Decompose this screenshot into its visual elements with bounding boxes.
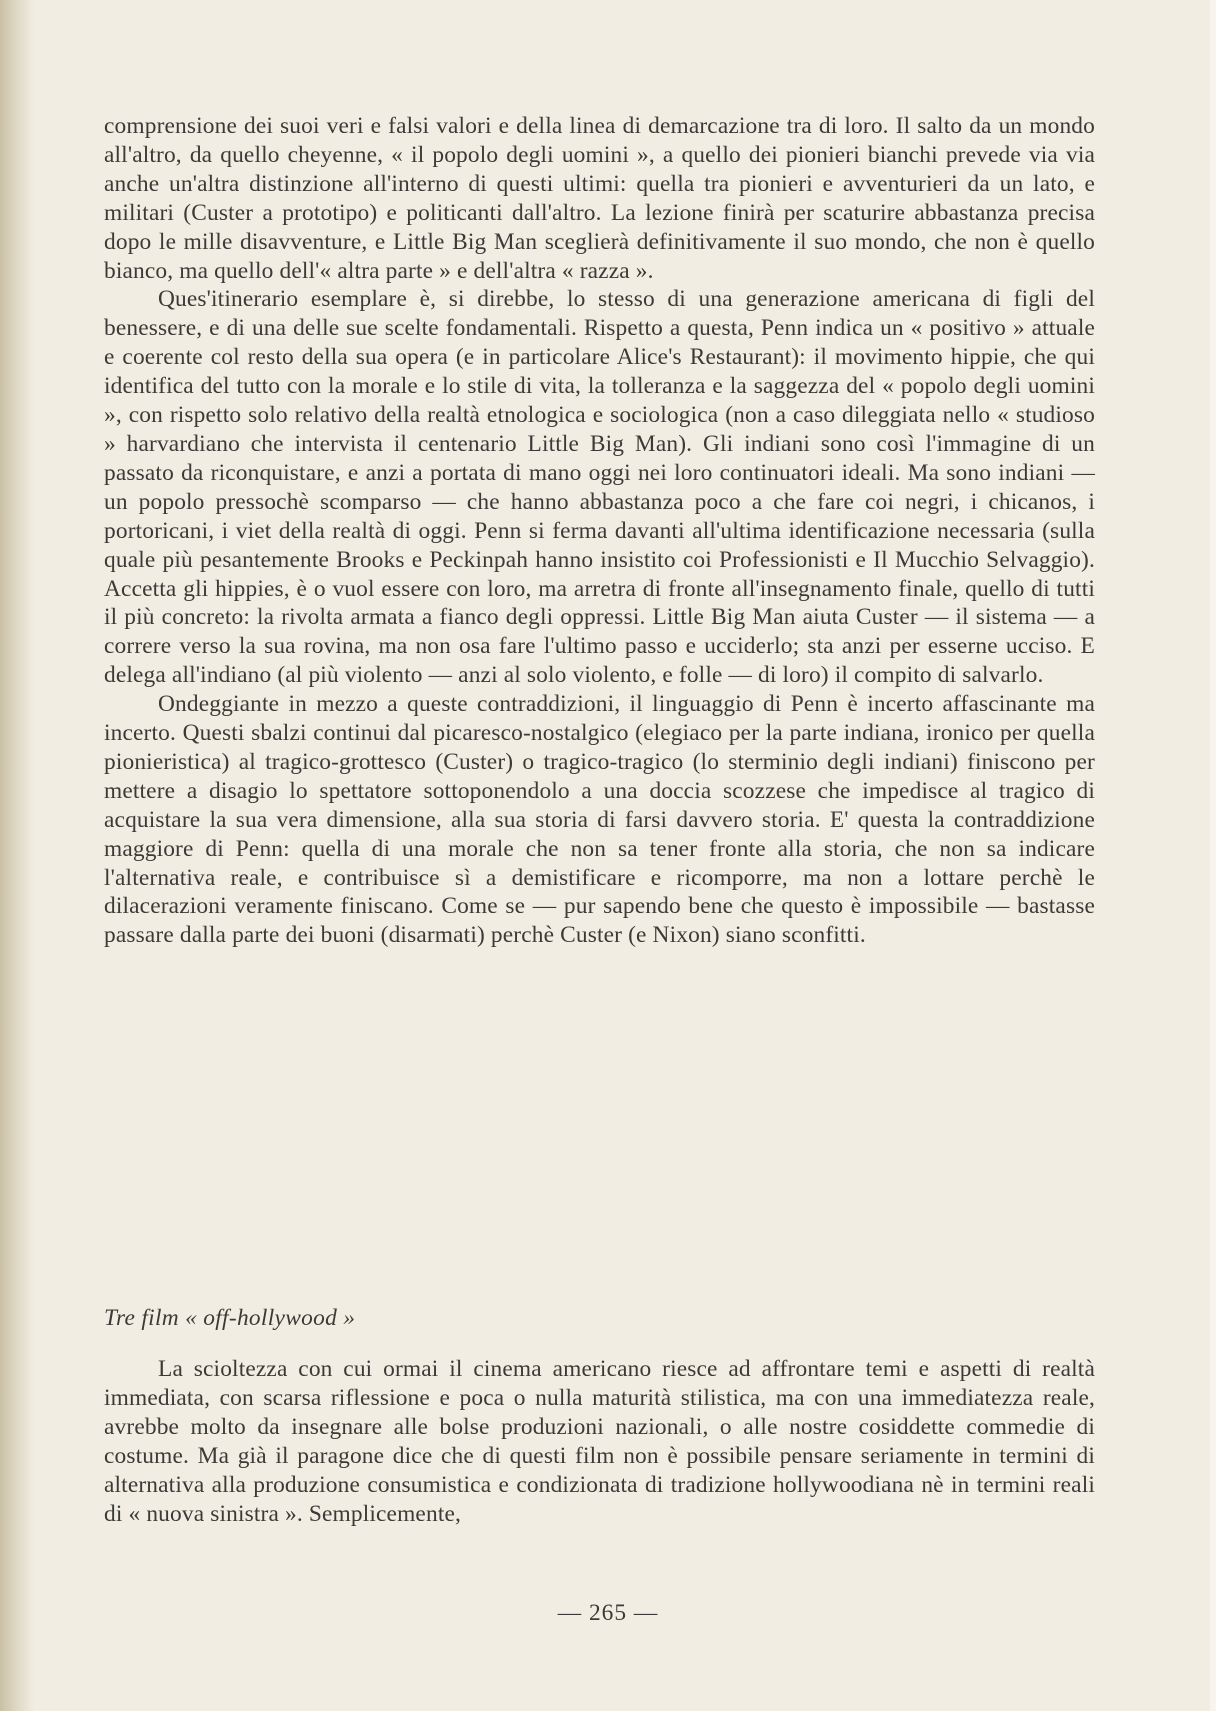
page-edge bbox=[1210, 0, 1216, 1711]
paragraph: comprensione dei suoi veri e falsi valori e della linea di demarcazione tra di loro. Il salto da un mondo all'altro, da quello cheyenne, « il popolo degli uomini », a quello dei pionieri bianchi prevede via via anche un'altra distinzione all'interno di questi ultimi: quella tra pionieri e avventurieri da un lato, e militari (Custer a prototipo) e politicanti dall'altro. La lezione finirà per scaturire abbastanza precisa dopo le mille disavventure, e Little Big Man sceglierà definitivamente il suo mondo, che non è quello bianco, ma quello dell'« altra parte » e dell'altra « razza ». bbox=[104, 113, 1095, 284]
page-number: — 265 — bbox=[557, 1600, 659, 1626]
paragraph: Ondeggiante in mezzo a queste contraddizioni, il linguaggio di Penn è incerto affascinante ma incerto. Questi sbalzi continui dal picaresco-nostalgico (elegiaco per la parte indiana, ironico per quella pionieristica) al tragico-grottesco (Custer) o tragico-tragico (lo sterminio degli indiani) finiscono per mettere a disagio lo spettatore sottoponendolo a una doccia scozzese che impedisce al tragico di acquistare la sua vera dimensione, alla sua storia di farsi davvero storia. E' questa la contraddizione maggiore di Penn: quella di una morale che non sa tener fronte alla storia, che non sa indicare l'alternativa reale, e contribuisce sì a demistificare e ricomporre, ma non a lottare perchè le dilacerazioni veramente finiscano. Come se — pur sapendo bene che questo è impossibile — bastasse passare dalla parte dei buoni (disarmati) perchè Custer (e Nixon) siano sconfitti. bbox=[104, 691, 1095, 949]
paragraph: La scioltezza con cui ormai il cinema americano riesce ad affrontare temi e aspetti di realtà immediata, con scarsa riflessione e poca o nulla maturità stilistica, ma con una immediatezza reale, avrebbe molto da insegnare alle bolse produzioni nazionali, o alle nostre cosiddette commedie di costume. Ma già il paragone dice che di questi film non è possibile pensare seriamente in termini di alternativa alla produzione consumistica e condizionata di tradizione hollywoodiana nè in termini reali di « nuova sinistra ». Semplicemente, bbox=[104, 1356, 1095, 1527]
body-text-lower bbox=[104, 1355, 1095, 1528]
page-binding-shadow bbox=[0, 0, 34, 1711]
body-text-upper bbox=[104, 112, 1095, 950]
section-heading: Tre film « off-hollywood » bbox=[104, 1305, 356, 1331]
paragraph: Ques'itinerario esemplare è, si direbbe, lo stesso di una generazione americana di figli del benessere, e di una delle sue scelte fondamentali. Rispetto a questa, Penn indica un « positivo » attuale e coerente col resto della sua opera (e in particolare Alice's Restaurant): il movimento hippie, che qui identifica del tutto con la morale e lo stile di vita, la tolleranza e la saggezza del « popolo degli uomini », con rispetto solo relativo della realtà etnologica e sociologica (non a caso dileggiata nello « studioso » harvardiano che intervista il centenario Little Big Man). Gli indiani sono così l'immagine di un passato da riconquistare, e anzi a portata di mano oggi nei loro continuatori ideali. Ma sono indiani — un popolo pressochè scomparso — che hanno abbastanza poco a che fare coi negri, i chicanos, i portoricani, i viet della realtà di oggi. Penn si ferma davanti all'ultima identificazione necessaria (sulla quale più pesantemente Brooks e Peckinpah hanno insistito coi Professionisti e Il Mucchio Selvaggio). Accetta gli hippies, è o vuol essere con loro, ma arretra di fronte all'insegnamento finale, quello di tutti il più concreto: la rivolta armata a fianco degli oppressi. Little Big Man aiuta Custer — il sistema — a correre verso la sua rovina, ma non osa fare l'ultimo passo e ucciderlo; sta anzi per esserne ucciso. E delega all'indiano (al più violento — anzi al solo violento, e folle — di loro) il compito di salvarlo. bbox=[104, 286, 1095, 689]
